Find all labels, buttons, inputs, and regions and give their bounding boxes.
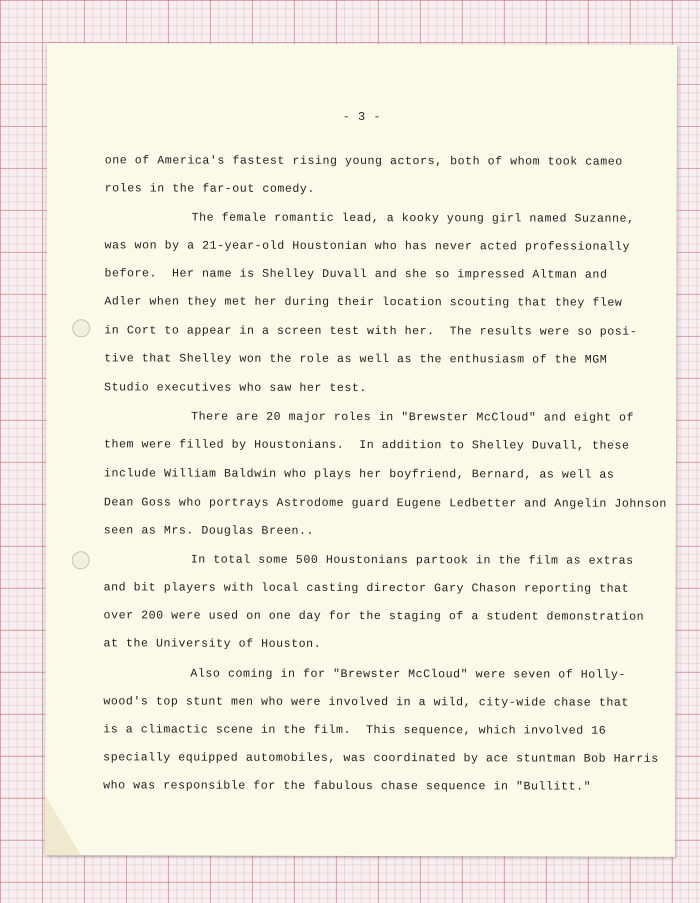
text-line: include William Baldwin who plays her boyfriend, Bernard, as well as bbox=[103, 467, 615, 482]
text-line: The female romantic lead, a kooky young girl named Suzanne, bbox=[191, 211, 635, 226]
page-number: - 3 - bbox=[342, 109, 382, 125]
text-line: one of America's fastest rising young actors, both of whom took cameo bbox=[104, 154, 623, 169]
punch-hole bbox=[72, 551, 90, 569]
text-line: roles in the far-out comedy. bbox=[104, 182, 315, 196]
text-line: In total some 500 Houstonians partook in the film as extras bbox=[190, 553, 634, 568]
text-line: seen as Mrs. Douglas Breen.. bbox=[103, 524, 315, 538]
text-line: specially equipped automobiles, was coordinated by ace stuntman Bob Harris bbox=[103, 751, 659, 766]
typewritten-page bbox=[45, 43, 677, 857]
text-line: at the University of Houston. bbox=[103, 637, 322, 651]
text-line: in Cort to appear in a screen test with her. The results were so posi- bbox=[104, 324, 638, 339]
text-line: Dean Goss who portrays Astrodome guard Eugene Ledbetter and Angelin Johnson bbox=[103, 496, 667, 511]
text-line: and bit players with local casting director Gary Chason reporting that bbox=[103, 581, 630, 596]
text-line: was won by a 21-year-old Houstonian who has never acted professionally bbox=[104, 239, 631, 254]
folded-corner bbox=[45, 795, 81, 855]
text-line: who was responsible for the fabulous chase sequence in "Bullitt." bbox=[103, 779, 592, 794]
text-line: Adler when they met her during their location scouting that they flew bbox=[104, 295, 623, 310]
text-line: over 200 were used on one day for the staging of a student demonstration bbox=[103, 609, 645, 624]
text-line: Studio executives who saw her test. bbox=[104, 381, 367, 396]
text-line: wood's top stunt men who were involved in a wild, city-wide chase that bbox=[103, 695, 629, 710]
text-line: before. Her name is Shelley Duvall and she so impressed Altman and bbox=[104, 267, 608, 282]
text-line: tive that Shelley won the role as well as the enthusiasm of the MGM bbox=[104, 352, 608, 367]
text-line: is a climactic scene in the film. This sequence, which involved 16 bbox=[103, 723, 607, 738]
text-line: Also coming in for "Brewster McCloud" were seven of Holly- bbox=[190, 667, 626, 682]
punch-hole bbox=[72, 319, 90, 337]
text-line: them were filled by Houstonians. In addition to Shelley Duvall, these bbox=[103, 438, 630, 453]
text-line: There are 20 major roles in "Brewster McCloud" and eight of bbox=[191, 410, 635, 425]
